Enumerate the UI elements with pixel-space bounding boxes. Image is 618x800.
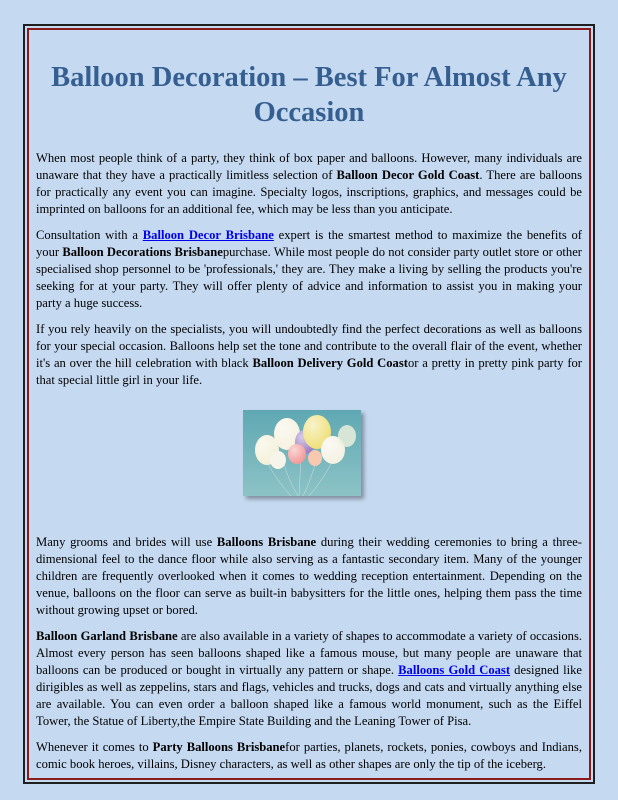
- paragraph-2: [36, 227, 582, 312]
- keyword-party-balloons-brisbane: Party Balloons Brisbane: [152, 740, 286, 754]
- keyword-balloons-brisbane: Balloons Brisbane: [216, 535, 317, 549]
- paragraph-6-text-2: for parties, planets, rockets, ponies, cowboys and Indians, comic book heroes, villains, Disney characters, as well as other shapes are only the tip of the iceberg.: [36, 740, 582, 771]
- figure: [36, 398, 582, 534]
- paragraph-1-text-2: . There are balloons for practically any event you can imagine. Specialty logos, inscriptions, graphics, and messages could be imprinted on balloons for an additional fee, which may be less than you anticipate.: [36, 168, 582, 216]
- paragraph-4-text-2: during their wedding ceremonies to bring a three-dimensional feel to the dance floor while also serving as a fantastic secondary item. Many of the younger children are frequently overlooked when it comes to wedding reception entertainment. Depending on the venue, balloons on the floor can serve as built-in babysitters for the little ones, helping them pass the time without growing upset or bored.: [36, 535, 582, 617]
- link-balloons-gold-coast[interactable]: Balloons Gold Coast: [398, 663, 511, 677]
- keyword-balloon-decor-gold-coast: Balloon Decor Gold Coast: [336, 168, 480, 182]
- paragraph-3-text-1: If you rely heavily on the specialists, you will undoubtedly find the perfect decorations as well as balloons for your special occasion. Balloons help set the tone and contribute to the overall flair of the event, whether it's an over the hill celebration with black: [36, 322, 582, 370]
- keyword-balloon-delivery-gold-coast: Balloon Delivery Gold Coast: [252, 356, 408, 370]
- paragraph-1: [36, 150, 582, 218]
- paragraph-3-text-2: or a pretty in pretty pink party for that special little girl in your life.: [36, 356, 582, 387]
- paragraph-5-text-2: designed like dirigibles as well as zeppelins, stars and flags, vehicles and trucks, dogs and cats and virtually anything else are available. You can even order a balloon shaped like a famous world monument, such as the Eiffel Tower, the Statue of Liberty,the Empire State Building and the Leaning Tower of Pisa.: [36, 663, 582, 728]
- paragraph-4: [36, 534, 582, 619]
- page-title: Balloon Decoration – Best For Almost Any Occasion: [51, 62, 567, 128]
- paragraph-3: [36, 321, 582, 389]
- link-balloon-decor-brisbane[interactable]: Balloon Decor Brisbane: [142, 228, 274, 242]
- balloons-photo-icon: [243, 410, 361, 496]
- paragraph-4-text-1: Many grooms and brides will use: [36, 535, 217, 549]
- paragraph-2-text-2: expert is the smartest method to maximize the benefits of your: [36, 228, 582, 259]
- paragraph-5-text-1: are also available in a variety of shapes to accommodate a variety of occasions. Almost every person has seen balloons shaped like a famous mouse, but many people are unaware that balloons can be produced or bought in virtually any pattern or shape.: [36, 629, 582, 677]
- keyword-balloon-decorations-brisbane: Balloon Decorations Brisbane: [62, 245, 223, 259]
- paragraph-6: [36, 739, 582, 773]
- document-body: [36, 60, 582, 775]
- keyword-balloon-garland-brisbane: Balloon Garland Brisbane: [36, 629, 178, 643]
- paragraph-5: [36, 628, 582, 730]
- paragraph-1-text-1: When most people think of a party, they think of box paper and balloons. However, many individuals are unaware that they have a practically limitless selection of: [36, 151, 582, 182]
- paragraph-2-text-3: purchase. While most people do not consider party outlet store or other specialised shop personnel to be 'professionals,' they are. They make a living by selling the products you're seeking for at your party. They will offer plenty of advice and information to assist you in making your party a huge success.: [36, 245, 582, 310]
- paragraph-2-text-1: Consultation with a: [36, 228, 143, 242]
- paragraph-6-text-1: Whenever it comes to: [36, 740, 153, 754]
